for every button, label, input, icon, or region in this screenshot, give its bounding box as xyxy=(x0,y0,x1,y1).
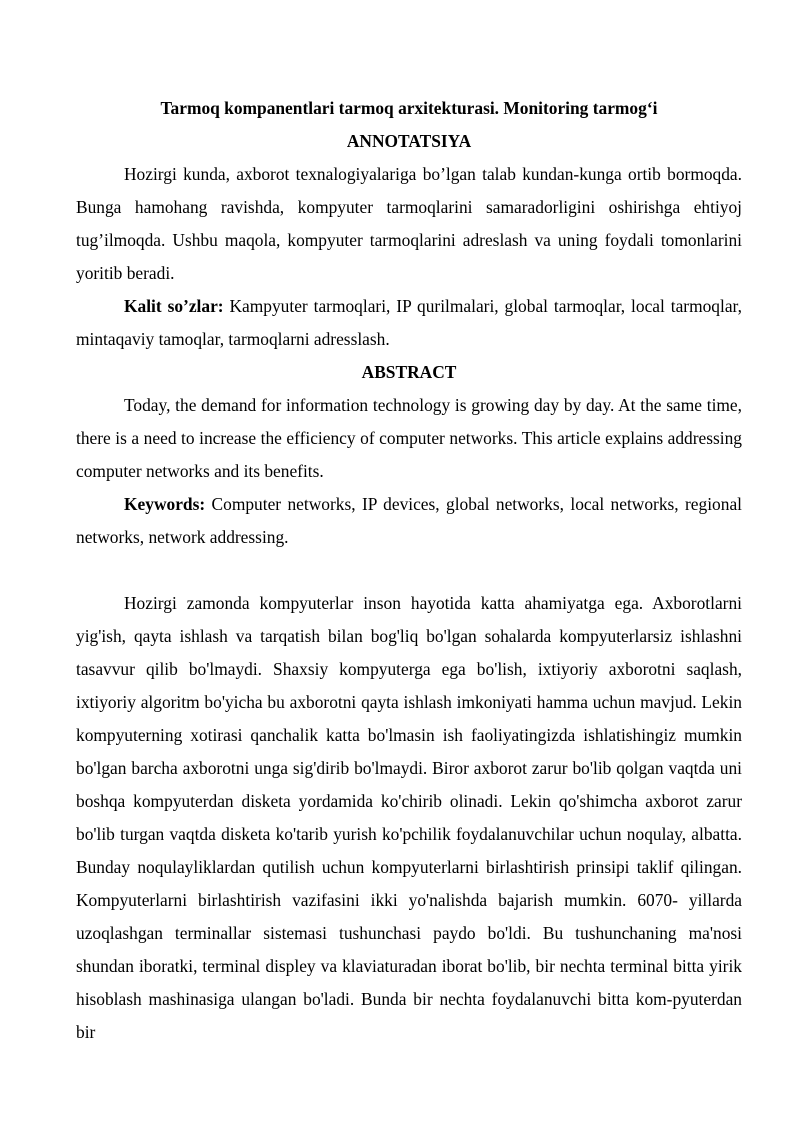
annotation-keywords-label: Kalit so’zlar: xyxy=(124,296,224,316)
abstract-text: Today, the demand for information technology is growing day by day. At the same time, there is a need to increase the efficiency of computer networks. This article explains addressing computer networks and its benefits. xyxy=(76,395,742,481)
body-paragraph: Hozirgi zamonda kompyuterlar inson hayotida katta ahamiyatga ega. Axborotlarni yig'ish, qayta ishlash va tarqatish bilan bog'liq bo'lgan sohalarda kompyuterlarsiz ishlashni tasavvur qilib bo'lmaydi. Shaxsiy kompyuterga ega bo'lish, ixtiyoriy axborotni saqlash, ixtiyoriy algoritm bo'yicha bu axborotni qayta ishlash imkoniyati hamma uchun mavjud. Lekin kompyuterning xotirasi qanchalik katta bo'lmasin ish faoliyatingizda ishlatishingiz mumkin bo'lgan barcha axborotni unga sig'dirib bo'lmaydi. Biror axborot zarur bo'lib qolgan vaqtda uni boshqa kompyuterdan disketa yordamida ko'chirib olinadi. Lekin qo'shimcha axborot zarur bo'lib turgan vaqtda disketa ko'tarib yurish ko'pchilik foydalanuvchilar uchun noqulay, albatta. Bunday noqulayliklardan qutilish uchun kompyuterlarni birlashtirish prinsipi taklif qilingan. Kompyuterlarni birlashtirish vazifasini ikki yo'nalishda bajarish mumkin. 6070- yillarda uzoqlashgan terminallar sistemasi tushunchasi paydo bo'ldi. Bu tushunchaning ma'nosi shundan iboratki, terminal displey va klaviaturadan iborat bo'lib, bir nechta terminal bitta yirik hisoblash mashinasiga ulangan bo'ladi. Bunda bir nechta foydalanuvchi bitta kom-pyuterdan bir xyxy=(76,593,742,1042)
section-spacer xyxy=(76,554,742,587)
document-page xyxy=(76,92,742,1049)
annotation-keywords: Kampyuter tarmoqlari, IP qurilmalari, global tarmoqlar, local tarmoqlar, mintaqaviy tamoqlar, tarmoqlarni adresslash. xyxy=(76,296,742,349)
annotation-keywords-paragraph xyxy=(76,290,742,356)
abstract-keywords: Computer networks, IP devices, global networks, local networks, regional networks, network addressing. xyxy=(76,494,742,547)
abstract-heading: ABSTRACT xyxy=(361,362,457,382)
abstract-keywords-paragraph xyxy=(76,488,742,554)
paper-title: Tarmoq kompanentlari tarmoq arxitekturasi. Monitoring tarmog‘i xyxy=(160,98,658,118)
annotation-text: Hozirgi kunda, axborot texnalogiyalariga bo’lgan talab kundan-kunga ortib bormoqda. Bunga hamohang ravishda, kompyuter tarmoqlarini samaradorligini oshirishga ehtiyoj tug’ilmoqda. Ushbu maqola, kompyuter tarmoqlarini adreslash va uning foydali tomonlarini yoritib beradi. xyxy=(76,164,742,283)
abstract-keywords-label: Keywords: xyxy=(124,494,206,514)
annotation-heading: ANNOTATSIYA xyxy=(346,131,472,151)
